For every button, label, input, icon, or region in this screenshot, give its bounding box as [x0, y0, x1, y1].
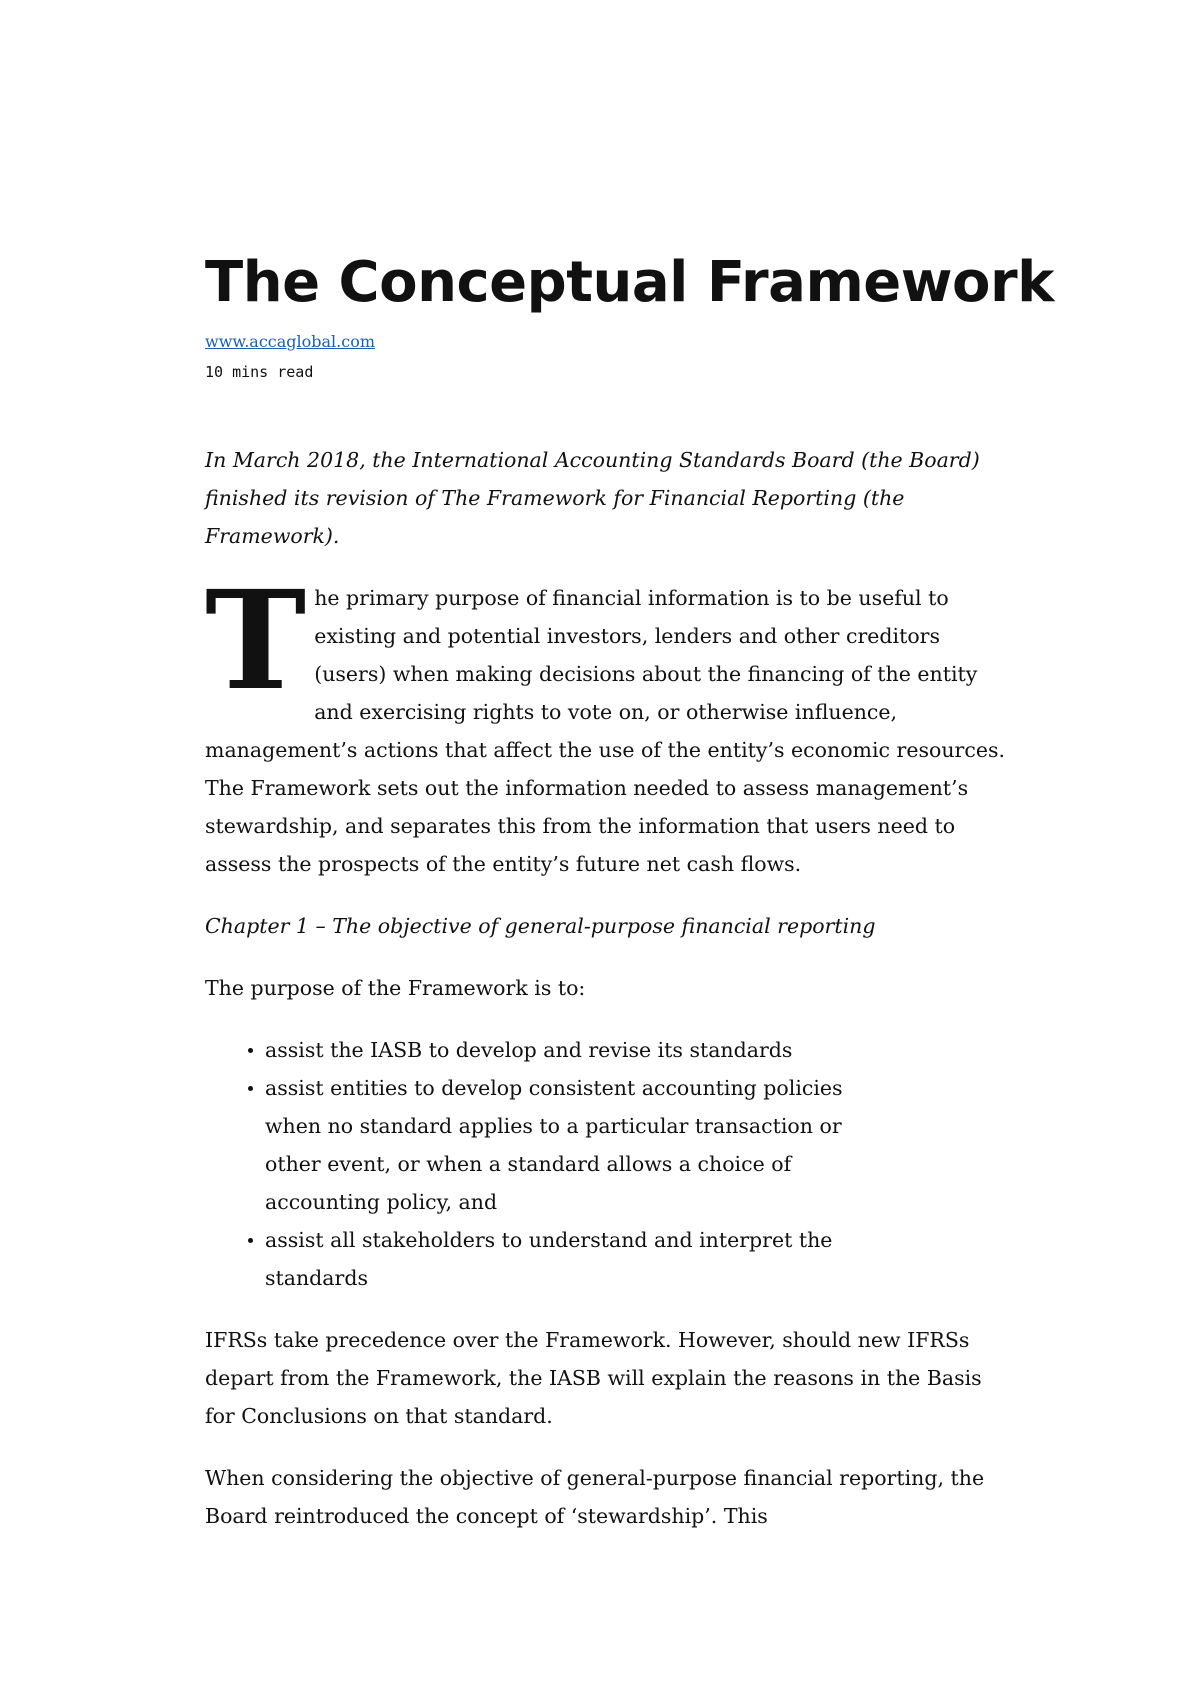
- purpose-intro: The purpose of the Framework is to:: [205, 976, 586, 1000]
- article-title: The Conceptual Framework: [205, 250, 1054, 315]
- chapter-heading: Chapter 1 – The objective of general-purpose financial reporting: [205, 914, 876, 938]
- list-item: assist entities to develop consistent accounting policies when no standard applies to a particular transaction or other event, or when a standard allows a choice of accounting policy, and: [265, 1069, 865, 1221]
- source-link[interactable]: www.accaglobal.com: [205, 332, 376, 351]
- intro-paragraph: In March 2018, the International Accounting Standards Board (the Board) finished its revision of The Framework for Financial Reporting (the Framework).: [205, 448, 980, 548]
- list-item: assist all stakeholders to understand and interpret the standards: [265, 1221, 865, 1297]
- lead-paragraph-text: he primary purpose of financial information is to be useful to existing and potential investors, lenders and other creditors (users) when making decisions about the financing of the entity and exercising rights to vote on, or otherwise influence, management’s actions that affect the use of the entity’s economic resources. The Framework sets out the information needed to assess management’s stewardship, and separates this from the information that users need to assess the prospects of the entity’s future net cash flows.: [205, 586, 1005, 876]
- lead-paragraph: [205, 561, 1005, 883]
- read-time: 10 mins read: [205, 363, 314, 381]
- precedence-paragraph: IFRSs take precedence over the Framework. However, should new IFRSs depart from the Framework, the IASB will explain the reasons in the Basis for Conclusions on that standard.: [205, 1328, 982, 1428]
- purpose-list: [205, 1031, 865, 1297]
- drop-cap: T: [205, 561, 307, 721]
- list-item: assist the IASB to develop and revise its standards: [265, 1031, 865, 1069]
- stewardship-paragraph: When considering the objective of general-purpose financial reporting, the Board reintroduced the concept of ‘stewardship’. This: [205, 1466, 985, 1528]
- article-body: [205, 441, 1005, 1559]
